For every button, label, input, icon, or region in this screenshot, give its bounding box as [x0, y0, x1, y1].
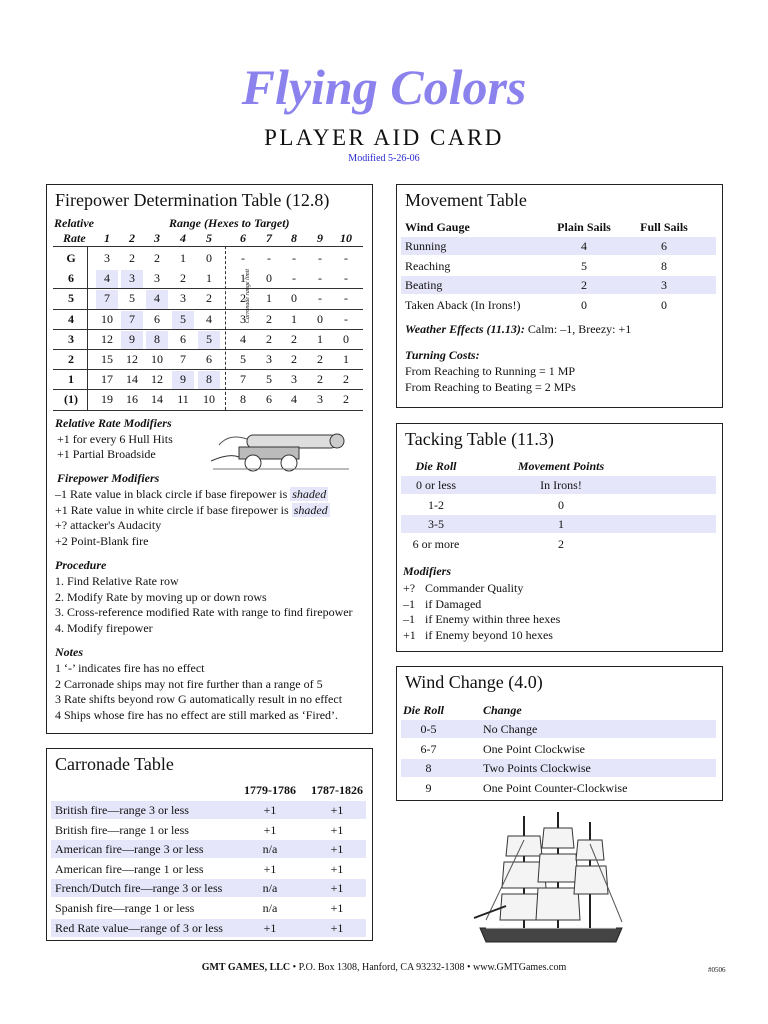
carronade-value-1787: +1	[330, 901, 344, 915]
wind-row	[401, 759, 716, 777]
firepower-cell: 2	[206, 291, 212, 306]
movement-row	[401, 237, 716, 255]
grid-row-line	[53, 369, 363, 370]
wind-roll-value: 6-7	[420, 741, 437, 756]
rate-cell: G	[66, 251, 76, 265]
firepower-cell: 3	[154, 271, 160, 286]
firepower-cell: 0	[266, 271, 272, 286]
carronade-value-1779: n/a	[262, 842, 278, 857]
firepower-cell: -	[344, 311, 348, 326]
tacking-table-title: Tacking Table (11.3)	[405, 429, 554, 449]
footer-website[interactable]: www.GMTGames.com	[473, 962, 567, 973]
range-col-header: 9	[317, 231, 323, 245]
firepower-cell: 8	[206, 372, 212, 387]
firepower-cell: 2	[291, 331, 297, 346]
movement-row	[401, 276, 716, 294]
movement-row	[401, 296, 716, 314]
firepower-cell: 1	[317, 331, 323, 346]
firepower-cell: 3	[129, 271, 135, 286]
tacking-modifier-text: if Enemy within three hexes	[425, 612, 561, 627]
wind-row	[401, 740, 716, 758]
firepower-cell: 12	[151, 372, 163, 387]
wind-roll-value: 8	[425, 761, 432, 776]
firepower-cell: 17	[101, 372, 113, 387]
carronade-col-1779: 1779-1786	[244, 783, 296, 797]
tacking-row	[401, 476, 716, 494]
carronade-row	[51, 860, 366, 878]
firepower-cell: 3	[291, 372, 297, 387]
firepower-cell: 3	[266, 352, 272, 366]
wind-row	[401, 779, 716, 797]
rate-cell: 3	[68, 331, 74, 346]
movement-plain-value: 5	[581, 258, 587, 273]
firepower-cell: 19	[101, 392, 113, 407]
wind-roll-value: 0-5	[420, 722, 437, 736]
notes-title: Notes	[55, 645, 83, 659]
firepower-cell: -	[318, 251, 322, 265]
movement-plain-value: 4	[581, 239, 587, 253]
firepower-cell: -	[344, 271, 348, 286]
fm-line-2	[55, 503, 330, 519]
grid-row-line	[53, 389, 363, 390]
movement-row-label: Taken Aback (In Irons!)	[405, 298, 521, 313]
firepower-cell: 5	[180, 311, 186, 326]
firepower-cell: 2	[154, 251, 160, 265]
firepower-cell: 1	[266, 291, 272, 306]
carronade-value-1787: +1	[330, 842, 344, 857]
carronade-value-1787: +1	[330, 822, 344, 837]
firepower-cell: 3	[240, 311, 246, 326]
footer-company: GMT GAMES, LLC	[201, 962, 291, 973]
shaded-word: shaded	[292, 487, 327, 501]
carronade-row-label: American fire—range 1 or less	[55, 861, 204, 876]
firepower-cell: 3	[317, 392, 323, 407]
rrm-line-2: +1 Partial Broadside	[57, 447, 156, 461]
firepower-cell: 2	[317, 372, 323, 387]
carronade-value-1779: +1	[263, 861, 277, 876]
firepower-cell: 5	[266, 372, 272, 387]
procedure-step-2: 2. Modify Rate by moving up or down rows	[55, 590, 267, 604]
carronade-row	[51, 801, 366, 819]
firepower-cell: 2	[291, 352, 297, 366]
tacking-mp-header: Movement Points	[517, 459, 605, 473]
firepower-cell: 4	[104, 271, 110, 286]
fm-line-1-text: –1 Rate value in black circle if base firepower is	[55, 487, 288, 501]
range-col-header: 8	[291, 231, 297, 245]
firepower-cell: 7	[180, 352, 186, 366]
firepower-cell: 14	[151, 392, 163, 407]
firepower-cell: 6	[154, 311, 160, 326]
wind-row	[401, 720, 716, 738]
firepower-cell: 2	[180, 271, 186, 286]
firepower-table-title: Firepower Determination Table (12.8)	[55, 190, 330, 210]
firepower-cell: -	[344, 251, 348, 265]
tacking-mp-value: 0	[558, 497, 564, 512]
note-3: 3 Rate shifts beyond row G automatically result in no effect	[55, 692, 343, 706]
carronade-row	[51, 821, 366, 839]
firepower-cell: 14	[126, 372, 138, 387]
carronade-value-1779: n/a	[262, 881, 278, 896]
carronade-value-1779: +1	[263, 803, 277, 817]
tacking-modifier-text: if Damaged	[425, 596, 482, 611]
shaded-word: shaded	[293, 503, 328, 517]
carronade-row	[51, 840, 366, 858]
footer-bullet-2: •	[467, 962, 474, 973]
firepower-cell: 7	[240, 372, 246, 387]
tacking-die-roll-header: Die Roll	[415, 459, 457, 473]
rate-header: Rate	[63, 231, 86, 245]
wind-roll-value: 9	[425, 780, 432, 795]
carronade-value-1787: +1	[330, 861, 344, 876]
movement-table-box	[396, 184, 723, 408]
firepower-cell: 5	[129, 291, 135, 306]
firepower-cell: 2	[317, 352, 323, 366]
full-sails-header: Full Sails	[640, 220, 688, 234]
grid-header-line	[53, 246, 363, 247]
fm-line-4: +2 Point-Blank fire	[55, 534, 149, 548]
carronade-row-label: Spanish fire—range 1 or less	[55, 901, 195, 915]
firepower-cell: 0	[317, 311, 323, 326]
tacking-modifier-value: +?	[403, 581, 416, 595]
firepower-cell: 2	[129, 251, 135, 265]
firepower-cell: -	[344, 291, 348, 306]
plain-sails-header: Plain Sails	[557, 220, 611, 234]
grid-row-line	[53, 288, 363, 289]
carronade-row	[51, 879, 366, 897]
footer-bullet-1: •	[292, 962, 299, 973]
range-col-header: 3	[154, 231, 160, 245]
firepower-cell: 2	[266, 331, 272, 346]
firepower-cell: 12	[101, 331, 113, 346]
carronade-row-label: British fire—range 1 or less	[55, 822, 189, 837]
firepower-cell: 7	[129, 311, 135, 326]
firepower-cell: 4	[154, 291, 160, 306]
note-1: 1 ‘-’ indicates fire has no effect	[55, 661, 205, 675]
firepower-table-box	[46, 184, 373, 734]
wind-change-value: One Point Counter-Clockwise	[483, 780, 628, 795]
firepower-cell: 0	[206, 251, 212, 265]
range-col-header: 6	[240, 231, 246, 245]
fm-line-2-text: +1 Rate value in white circle if base firepower is	[55, 503, 289, 517]
firepower-cell: 9	[180, 372, 186, 387]
carronade-table-box	[46, 748, 373, 941]
range-col-header: 7	[266, 231, 272, 245]
tacking-table-box	[396, 423, 723, 652]
carronade-table-title: Carronade Table	[55, 754, 174, 774]
carronade-value-1787: +1	[330, 881, 344, 896]
form-code: #0506	[708, 966, 726, 974]
firepower-cell: 8	[240, 392, 246, 407]
firepower-cell: 10	[151, 352, 163, 366]
tacking-mp-value: In Irons!	[540, 478, 582, 492]
procedure-step-3: 3. Cross-reference modified Rate with range to find firepower	[55, 605, 353, 619]
firepower-cell: -	[241, 251, 245, 265]
carronade-range-limit-label: Carronade range limit	[245, 268, 252, 324]
grid-row-line	[53, 329, 363, 330]
firepower-cell: -	[292, 271, 296, 286]
tacking-roll-value: 6 or more	[412, 536, 460, 551]
firepower-cell: -	[292, 251, 296, 265]
procedure-step-1: 1. Find Relative Rate row	[55, 574, 179, 588]
turning-costs-title: Turning Costs:	[405, 348, 480, 362]
movement-plain-value: 0	[581, 298, 587, 313]
firepower-cell: 6	[180, 331, 186, 346]
range-col-header: 4	[180, 231, 186, 245]
tacking-modifier-text: Commander Quality	[425, 581, 524, 595]
movement-full-value: 0	[661, 298, 667, 313]
firepower-cell: 0	[343, 331, 349, 346]
firepower-cell: 2	[343, 392, 349, 407]
carronade-value-1779: +1	[263, 822, 277, 837]
tacking-roll-value: 1-2	[428, 497, 444, 512]
firepower-cell: 10	[203, 392, 215, 407]
procedure-step-4: 4. Modify firepower	[55, 621, 153, 635]
firepower-cell: 8	[154, 331, 160, 346]
movement-table-title: Movement Table	[405, 190, 527, 210]
firepower-cell: 7	[104, 291, 110, 306]
turning-cost-2: From Reaching to Beating = 2 MPs	[405, 380, 576, 394]
rate-cell: 4	[68, 311, 74, 326]
firepower-cell: 16	[126, 392, 138, 407]
firepower-cell: 9	[129, 331, 135, 346]
firepower-cell: 2	[343, 372, 349, 387]
firepower-cell: 1	[240, 271, 246, 286]
tacking-row	[401, 515, 716, 533]
note-2: 2 Carronade ships may not fire further than a range of 5	[55, 677, 323, 691]
weather-effects	[405, 322, 631, 338]
tacking-modifier-value: –1	[403, 596, 415, 611]
carronade-row-label: Red Rate value—range of 3 or less	[55, 920, 223, 935]
wind-change-header: Change	[483, 703, 522, 717]
rate-cell: 2	[68, 352, 74, 366]
fm-line-3: +? attacker's Audacity	[55, 518, 162, 532]
rate-cell: (1)	[64, 392, 78, 407]
relative-rate-modifiers-title: Relative Rate Modifiers	[55, 416, 172, 430]
firepower-cell: -	[318, 271, 322, 286]
carronade-row-label: British fire—range 3 or less	[55, 803, 189, 817]
page-title: Flying Colors	[241, 59, 527, 115]
wind-change-box	[396, 666, 723, 801]
sailing-ship-illustration	[466, 810, 636, 950]
firepower-cell: 12	[126, 352, 138, 366]
firepower-modifiers-title: Firepower Modifiers	[57, 471, 160, 485]
firepower-cell: 5	[240, 352, 246, 366]
modified-date: Modified 5-26-06	[348, 153, 420, 164]
tacking-row	[401, 535, 716, 553]
note-4: 4 Ships whose fire has no effect are still marked as ‘Fired’.	[55, 708, 339, 722]
footer-address: P.O. Box 1308, Hanford, CA 93232-1308	[298, 962, 465, 973]
tacking-modifier-value: +1	[403, 628, 416, 643]
firepower-cell: 1	[206, 271, 212, 286]
tacking-row	[401, 496, 716, 514]
grid-row-line	[53, 309, 363, 310]
weather-effects-text: Calm: –1, Breezy: +1	[527, 322, 632, 336]
range-header: Range (Hexes to Target)	[169, 216, 290, 230]
range-col-header: 1	[104, 231, 110, 245]
grid-row-line	[53, 349, 363, 350]
fm-line-1	[55, 487, 328, 503]
weather-effects-label: Weather Effects (11.13):	[405, 322, 525, 336]
carronade-value-1779: +1	[263, 920, 277, 935]
firepower-cell: 4	[240, 331, 246, 346]
page-subtitle: PLAYER AID CARD	[264, 125, 504, 150]
wind-die-roll-header: Die Roll	[403, 703, 444, 717]
relative-header: Relative	[54, 216, 94, 230]
firepower-cell: 6	[206, 352, 212, 366]
rrm-line-1: +1 for every 6 Hull Hits	[57, 432, 173, 446]
firepower-cell: 1	[343, 352, 349, 366]
rate-cell: 6	[68, 271, 74, 286]
range-col-header: 2	[129, 231, 135, 245]
tacking-roll-value: 3-5	[428, 517, 444, 532]
range-col-header: 10	[340, 231, 352, 245]
procedure-title: Procedure	[55, 558, 107, 572]
tacking-roll-value: 0 or less	[416, 478, 456, 492]
movement-row-label: Reaching	[405, 258, 451, 273]
firepower-cell: 11	[177, 392, 189, 407]
wind-change-title: Wind Change (4.0)	[405, 672, 543, 692]
cannon-illustration	[209, 423, 357, 475]
wind-change-value: No Change	[483, 722, 538, 736]
tacking-modifiers-title: Modifiers	[403, 564, 451, 578]
movement-row-label: Beating	[405, 278, 443, 293]
tacking-modifier-value: –1	[403, 612, 415, 627]
wind-gauge-header: Wind Gauge	[405, 220, 470, 234]
firepower-cell: 4	[291, 392, 297, 407]
movement-full-value: 8	[661, 258, 667, 273]
tacking-mp-value: 2	[558, 536, 564, 551]
firepower-cell: 2	[240, 291, 246, 306]
carronade-value-1787: +1	[330, 920, 344, 935]
movement-full-value: 3	[661, 278, 667, 293]
rate-cell: 1	[68, 372, 74, 387]
carronade-row	[51, 919, 366, 937]
firepower-cell: 3	[104, 251, 110, 265]
tacking-modifier-text: if Enemy beyond 10 hexes	[425, 628, 553, 643]
movement-full-value: 6	[661, 239, 667, 253]
firepower-cell: -	[267, 251, 271, 265]
rate-cell: 5	[68, 291, 74, 306]
grid-bottom-line	[53, 410, 363, 411]
firepower-cell: 15	[101, 352, 113, 366]
footer	[0, 962, 768, 973]
firepower-cell: 2	[266, 311, 272, 326]
range-col-header: 5	[206, 231, 212, 245]
firepower-cell: 4	[206, 311, 212, 326]
carronade-row-label: American fire—range 3 or less	[55, 842, 204, 857]
wind-change-value: One Point Clockwise	[483, 741, 585, 756]
carronade-limit-line	[225, 246, 226, 410]
firepower-cell: 10	[101, 311, 113, 326]
carronade-row-label: French/Dutch fire—range 3 or less	[55, 881, 223, 896]
firepower-cell: 5	[206, 331, 212, 346]
firepower-cell: 0	[291, 291, 297, 306]
tacking-mp-value: 1	[558, 517, 564, 532]
wind-change-value: Two Points Clockwise	[483, 761, 591, 776]
movement-row-label: Running	[405, 239, 447, 253]
firepower-cell: 3	[180, 291, 186, 306]
carronade-col-1787: 1787-1826	[311, 783, 363, 797]
carronade-value-1787: +1	[330, 803, 344, 817]
firepower-cell: -	[318, 291, 322, 306]
carronade-value-1779: n/a	[262, 901, 278, 915]
rate-divider-line	[87, 246, 88, 410]
turning-cost-1: From Reaching to Running = 1 MP	[405, 364, 576, 378]
firepower-cell: 1	[180, 251, 186, 265]
firepower-cell: 1	[291, 311, 297, 326]
firepower-cell: 6	[266, 392, 272, 407]
carronade-row	[51, 899, 366, 917]
movement-plain-value: 2	[581, 278, 587, 293]
movement-row	[401, 257, 716, 275]
